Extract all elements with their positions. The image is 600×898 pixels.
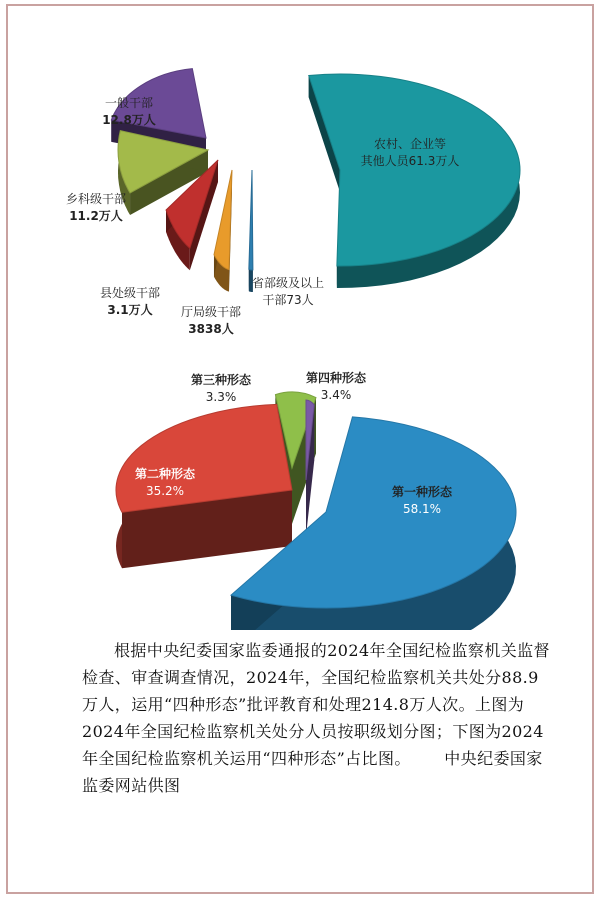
caption-text: 根据中央纪委国家监委通报的2024年全国纪检监察机关监督检查、审查调查情况，2024年，全国纪检监察机关共处分88.9万人，运用“四种形态”批评教育和处理214.8万人次。上图为2024年全国纪检监察机关处分人员按职级划分图；下图为2024年全国纪检监察机关运用“四种形态”占比图。	[82, 641, 550, 768]
caption-credit: 中央纪委国家监委网站供图	[82, 749, 543, 795]
slice-form-2	[116, 404, 292, 568]
label-township-value: 11.2万人	[69, 209, 123, 223]
label-ministerial-value: 干部73人	[262, 293, 314, 307]
label-form-4-name: 第四种形态	[305, 371, 367, 385]
label-form-3-value: 3.3%	[205, 390, 237, 404]
slice-form-4	[306, 400, 314, 536]
label-others-name: 农村、企业等	[373, 137, 447, 151]
label-bureau-name: 厅局级干部	[180, 305, 242, 319]
label-ordinary-value: 12.8万人	[102, 113, 156, 127]
label-county-name: 县处级干部	[99, 286, 161, 300]
label-form-2-name: 第二种形态	[134, 467, 196, 481]
label-form-3-name: 第三种形态	[190, 373, 252, 387]
label-form-4-value: 3.4%	[320, 388, 352, 402]
label-form-1-name: 第一种形态	[391, 485, 453, 499]
label-others-value: 其他人员61.3万人	[360, 154, 460, 168]
label-township-name: 乡科级干部	[65, 192, 127, 206]
label-form-2-value: 35.2%	[145, 484, 185, 498]
label-ordinary-name: 一般干部	[104, 96, 154, 110]
label-ministerial-name: 省部级及以上	[251, 276, 325, 290]
caption	[82, 637, 552, 799]
label-form-1-value: 58.1%	[402, 502, 442, 516]
label-county-value: 3.1万人	[107, 303, 153, 317]
label-bureau-value: 3838人	[188, 322, 234, 336]
